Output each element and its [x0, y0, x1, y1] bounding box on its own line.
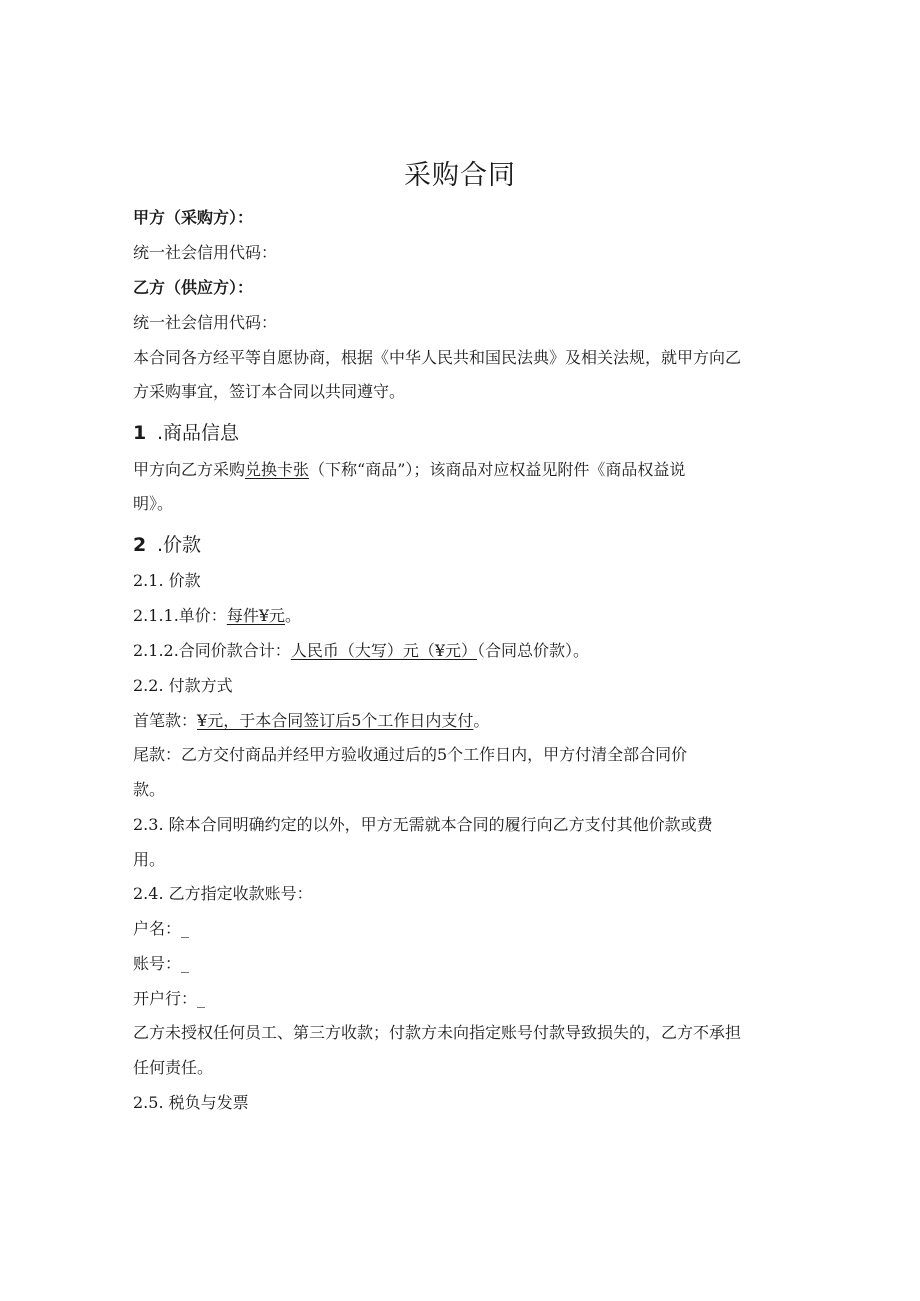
disclaimer-line-2: 任何责任。	[133, 1058, 214, 1077]
unit-price-end: 。	[285, 606, 302, 625]
total-price-value: 人民币（大写）元（¥元）	[290, 641, 477, 660]
first-payment-label: 首笔款：	[133, 711, 198, 730]
clause-2-1: 2.1. 价款	[133, 571, 201, 590]
total-price-end: （合同总价款）。	[477, 641, 590, 660]
first-payment-end: 。	[473, 711, 490, 730]
document-title: 采购合同	[404, 160, 516, 191]
account-name: 户名：_	[133, 919, 190, 938]
party-b-credit-code: 统一社会信用代码：	[133, 313, 278, 332]
section-2-number: 2	[133, 534, 147, 556]
section-1-title: .商品信息	[157, 422, 240, 444]
final-payment-line-1: 尾款：乙方交付商品并经甲方验收通过后的5个工作日内，甲方付清全部合同价	[133, 745, 688, 764]
unit-price-value: 每件¥元	[226, 606, 285, 625]
total-price-label: 2.1.2.合同价款合计：	[133, 641, 291, 660]
account-number: 账号：_	[133, 954, 190, 973]
preamble-line-2: 方采购事宜，签订本合同以共同遵守。	[133, 382, 406, 401]
s1-text-b: （下称“商品”）；该商品对应权益见附件《商品权益说	[309, 460, 686, 479]
clause-2-1-1	[133, 606, 301, 626]
clause-2-5: 2.5. 税负与发票	[133, 1093, 249, 1112]
clause-2-3-line-2: 用。	[133, 850, 166, 869]
product-name: 兑换卡张	[245, 460, 310, 479]
clause-2-1-2	[133, 641, 589, 661]
party-a-label: 甲方（采购方）：	[133, 208, 254, 227]
section-2-heading	[133, 535, 201, 555]
unit-price-label: 2.1.1.单价：	[133, 606, 227, 625]
party-a-credit-code: 统一社会信用代码：	[133, 243, 278, 262]
first-payment-value: ¥元，于本合同签订后5个工作日内支付	[197, 711, 474, 730]
clause-2-2: 2.2. 付款方式	[133, 676, 233, 695]
party-b-label: 乙方（供应方）：	[133, 278, 254, 297]
s1-text-a: 甲方向乙方采购	[133, 460, 246, 479]
final-payment-line-2: 款。	[133, 780, 166, 799]
clause-2-3-line-1: 2.3. 除本合同明确约定的以外，甲方无需就本合同的履行向乙方支付其他价款或费	[133, 815, 713, 834]
bank-name: 开户行：_	[133, 989, 206, 1008]
first-payment	[133, 711, 489, 731]
section-1-number: 1	[133, 422, 147, 444]
clause-2-4: 2.4. 乙方指定收款账号：	[133, 884, 313, 903]
section-1-text-line-2: 明》。	[133, 494, 174, 513]
preamble-line-1: 本合同各方经平等自愿协商，根据《中华人民共和国民法典》及相关法规，就甲方向乙	[133, 348, 742, 367]
disclaimer-line-1: 乙方未授权任何员工、第三方收款；付款方未向指定账号付款导致损失的，乙方不承担	[133, 1023, 742, 1042]
section-1-text-line-1	[133, 460, 685, 480]
section-2-title: .价款	[157, 534, 202, 556]
section-1-heading	[133, 423, 239, 443]
